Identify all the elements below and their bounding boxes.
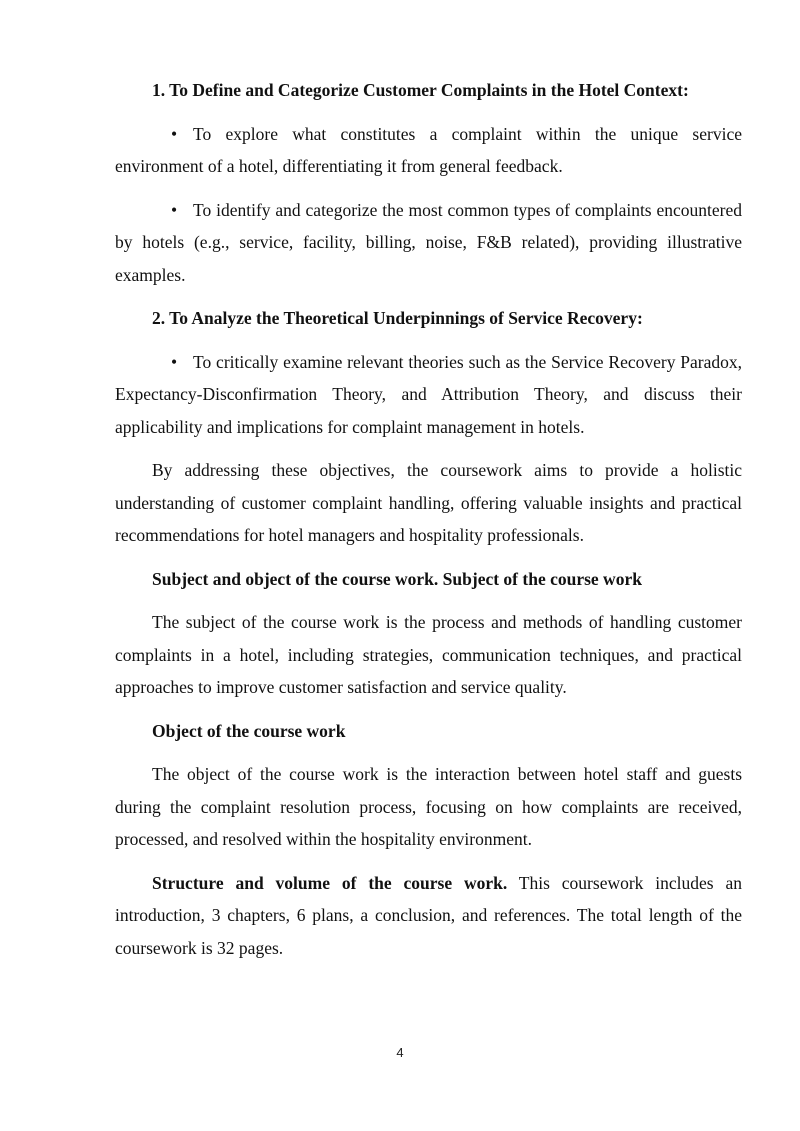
object-heading: Object of the course work	[152, 720, 346, 741]
subject-heading: Subject and object of the course work. Subject of the course work	[152, 568, 642, 589]
bullet-icon: •	[171, 199, 178, 220]
bullet-icon: •	[171, 351, 178, 372]
objectives-summary: By addressing these objectives, the coursework aims to provide a holistic understanding of customer complaint handling, offering valuable insights and practical recommendations for hotel managers and hospitality professionals.	[115, 460, 742, 545]
objective-1-bullet-1	[115, 118, 742, 183]
structure-lead: Structure and volume of the course work.	[152, 872, 508, 893]
bullet-icon: •	[171, 123, 178, 144]
objective-2-bullet-1	[115, 346, 742, 444]
page-number: 4	[396, 1045, 404, 1060]
bullet-text: To explore what constitutes a complaint within the unique service environment of a hotel, differentiating it from general feedback.	[115, 123, 742, 176]
bullet-text: To critically examine relevant theories such as the Service Recovery Paradox, Expectancy-Disconfirmation Theory, and Attribution Theory, and discuss their applicability and implications for complaint management in hotels.	[115, 351, 742, 437]
structure-paragraph	[115, 867, 742, 965]
object-text: The object of the course work is the interaction between hotel staff and guests during the complaint resolution process, focusing on how complaints are received, processed, and resolved within the hospitality environment.	[115, 764, 742, 849]
objective-1-bullet-2	[115, 194, 742, 292]
objective-2-heading: 2. To Analyze the Theoretical Underpinnings of Service Recovery:	[152, 308, 643, 328]
bullet-text: To identify and categorize the most common types of complaints encountered by hotels (e.g., service, facility, billing, noise, F&B related), providing illustrative examples.	[115, 199, 742, 285]
objective-1-heading: 1. To Define and Categorize Customer Complaints in the Hotel Context:	[152, 80, 689, 100]
subject-text: The subject of the course work is the process and methods of handling customer complaints in a hotel, including strategies, communication techniques, and practical approaches to improve customer satisfaction and service quality.	[115, 612, 742, 697]
structure-text: This coursework includes an introduction, 3 chapters, 6 plans, a conclusion, and references. The total length of the coursework is 32 pages.	[115, 872, 742, 958]
page-content	[115, 74, 742, 975]
